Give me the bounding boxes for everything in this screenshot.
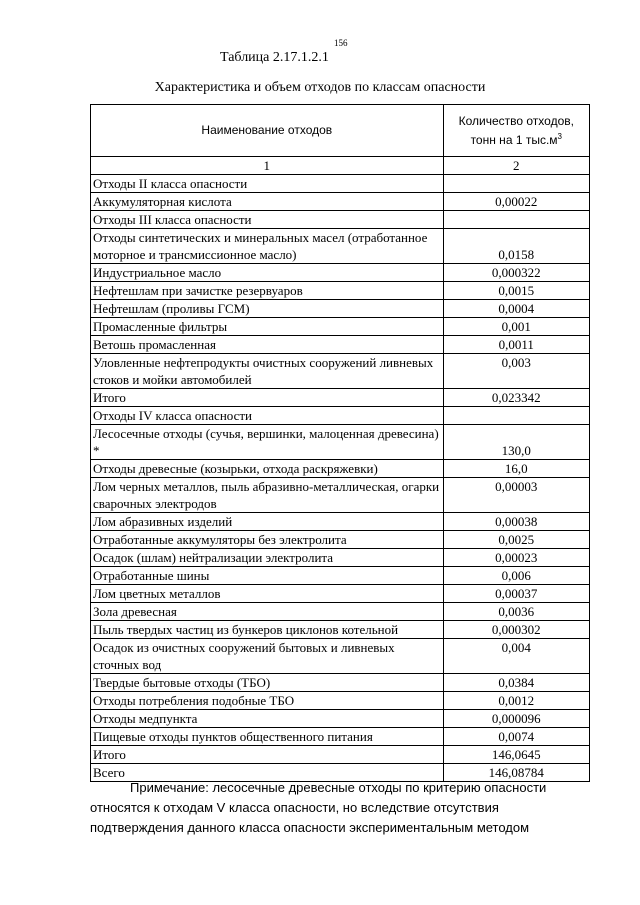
waste-name-cell: Осадок из очистных сооружений бытовых и ливневых сточных вод xyxy=(91,639,444,674)
waste-qty-cell: 0,00038 xyxy=(443,513,589,531)
table-row xyxy=(91,639,590,674)
waste-qty-cell: 0,00022 xyxy=(443,193,589,211)
waste-name-cell: Твердые бытовые отходы (ТБО) xyxy=(91,674,444,692)
table-row xyxy=(91,354,590,389)
waste-name-cell: Отходы II класса опасности xyxy=(91,175,444,193)
waste-name-cell: Отработанные аккумуляторы без электролита xyxy=(91,531,444,549)
table-row xyxy=(91,567,590,585)
table-row xyxy=(91,193,590,211)
waste-qty-cell: 0,001 xyxy=(443,318,589,336)
waste-qty-cell: 0,0012 xyxy=(443,692,589,710)
table-row xyxy=(91,674,590,692)
note-line-2: относятся к отходам V класса опасности, но вследствие отсутствия xyxy=(90,800,499,815)
waste-qty-cell: 0,0015 xyxy=(443,282,589,300)
table-row xyxy=(91,513,590,531)
table-row xyxy=(91,692,590,710)
table-row xyxy=(91,549,590,567)
waste-name-cell: Отходы III класса опасности xyxy=(91,211,444,229)
quantity-header-line2: тонн на 1 тыс.м xyxy=(470,133,558,147)
waste-qty-cell: 0,0025 xyxy=(443,531,589,549)
waste-qty-cell: 0,0036 xyxy=(443,603,589,621)
waste-qty-cell: 0,023342 xyxy=(443,389,589,407)
table-row xyxy=(91,300,590,318)
table-row xyxy=(91,282,590,300)
table-row xyxy=(91,460,590,478)
waste-name-cell: Итого xyxy=(91,389,444,407)
note-line-1: Примечание: лесосечные древесные отходы по критерию опасности xyxy=(130,780,547,795)
waste-name-cell: Отходы древесные (козырьки, отхода раскряжевки) xyxy=(91,460,444,478)
waste-qty-cell: 0,0074 xyxy=(443,728,589,746)
waste-name-cell: Отходы синтетических и минеральных масел (отработанное моторное и трансмиссионное масло) xyxy=(91,229,444,264)
waste-name-cell: Лом черных металлов, пыль абразивно-металлическая, огарки сварочных электродов xyxy=(91,478,444,513)
waste-qty-cell: 0,0384 xyxy=(443,674,589,692)
waste-name-cell: Пыль твердых частиц из бункеров циклонов котельной xyxy=(91,621,444,639)
waste-name-cell: Отходы потребления подобные ТБО xyxy=(91,692,444,710)
waste-name-cell: Отработанные шины xyxy=(91,567,444,585)
waste-name-cell: Отходы IV класса опасности xyxy=(91,407,444,425)
table-row xyxy=(91,710,590,728)
waste-qty-cell xyxy=(443,211,589,229)
table-row xyxy=(91,478,590,513)
waste-name-cell: Лом абразивных изделий xyxy=(91,513,444,531)
waste-name-cell: Нефтешлам (проливы ГСМ) xyxy=(91,300,444,318)
table-title: Характеристика и объем отходов по классам опасности xyxy=(154,80,486,95)
waste-name-cell: Зола древесная xyxy=(91,603,444,621)
waste-name-cell: Промасленные фильтры xyxy=(91,318,444,336)
table-row xyxy=(91,728,590,746)
waste-qty-cell: 0,006 xyxy=(443,567,589,585)
waste-qty-cell: 146,0645 xyxy=(443,746,589,764)
waste-qty-cell: 130,0 xyxy=(443,425,589,460)
waste-name-cell: Итого xyxy=(91,746,444,764)
quantity-header-line1: Количество отходов, xyxy=(458,114,574,128)
column-number-1: 1 xyxy=(91,157,444,175)
waste-name-cell: Лом цветных металлов xyxy=(91,585,444,603)
waste-name-cell: Уловленные нефтепродукты очистных сооружений ливневых стоков и мойки автомобилей xyxy=(91,354,444,389)
waste-qty-cell: 16,0 xyxy=(443,460,589,478)
waste-qty-cell: 0,00037 xyxy=(443,585,589,603)
column-header-quantity xyxy=(443,105,589,157)
waste-name-cell: Индустриальное масло xyxy=(91,264,444,282)
waste-table xyxy=(90,104,590,782)
waste-name-cell: Лесосечные отходы (сучья, вершинки, малоценная древесина) * xyxy=(91,425,444,460)
waste-name-cell: Отходы медпункта xyxy=(91,710,444,728)
waste-qty-cell: 0,000322 xyxy=(443,264,589,282)
table-row xyxy=(91,585,590,603)
note-line-3: подтверждения данного класса опасности экспериментальным методом xyxy=(90,820,530,835)
waste-qty-cell: 0,0158 xyxy=(443,229,589,264)
waste-qty-cell: 0,000302 xyxy=(443,621,589,639)
waste-qty-cell: 0,004 xyxy=(443,639,589,674)
waste-qty-cell: 146,08784 xyxy=(443,764,589,782)
column-header-name: Наименование отходов xyxy=(91,105,444,157)
table-row xyxy=(91,425,590,460)
table-row xyxy=(91,603,590,621)
waste-qty-cell: 0,003 xyxy=(443,354,589,389)
waste-qty-cell: 0,0004 xyxy=(443,300,589,318)
waste-name-cell: Ветошь промасленная xyxy=(91,336,444,354)
waste-qty-cell: 0,000096 xyxy=(443,710,589,728)
waste-qty-cell: 0,00003 xyxy=(443,478,589,513)
table-row xyxy=(91,336,590,354)
waste-name-cell: Аккумуляторная кислота xyxy=(91,193,444,211)
header-row xyxy=(91,105,590,157)
waste-qty-cell: 0,00023 xyxy=(443,549,589,567)
table-row xyxy=(91,407,590,425)
table-row xyxy=(91,389,590,407)
table-row xyxy=(91,746,590,764)
waste-qty-cell xyxy=(443,175,589,193)
table-row xyxy=(91,621,590,639)
waste-name-cell: Пищевые отходы пунктов общественного питания xyxy=(91,728,444,746)
table-row xyxy=(91,531,590,549)
table-row xyxy=(91,264,590,282)
waste-qty-cell xyxy=(443,407,589,425)
waste-name-cell: Всего xyxy=(91,764,444,782)
waste-name-cell: Нефтешлам при зачистке резервуаров xyxy=(91,282,444,300)
quantity-header-superscript: 3 xyxy=(557,132,562,141)
page-number: 156 xyxy=(334,38,348,48)
table-caption: Таблица 2.17.1.2.1 xyxy=(220,50,329,65)
waste-qty-cell: 0,0011 xyxy=(443,336,589,354)
column-number-2: 2 xyxy=(443,157,589,175)
table-row xyxy=(91,229,590,264)
column-number-row xyxy=(91,157,590,175)
table-row xyxy=(91,175,590,193)
waste-name-cell: Осадок (шлам) нейтрализации электролита xyxy=(91,549,444,567)
note-paragraph xyxy=(90,778,570,838)
table-row xyxy=(91,211,590,229)
table-row xyxy=(91,318,590,336)
